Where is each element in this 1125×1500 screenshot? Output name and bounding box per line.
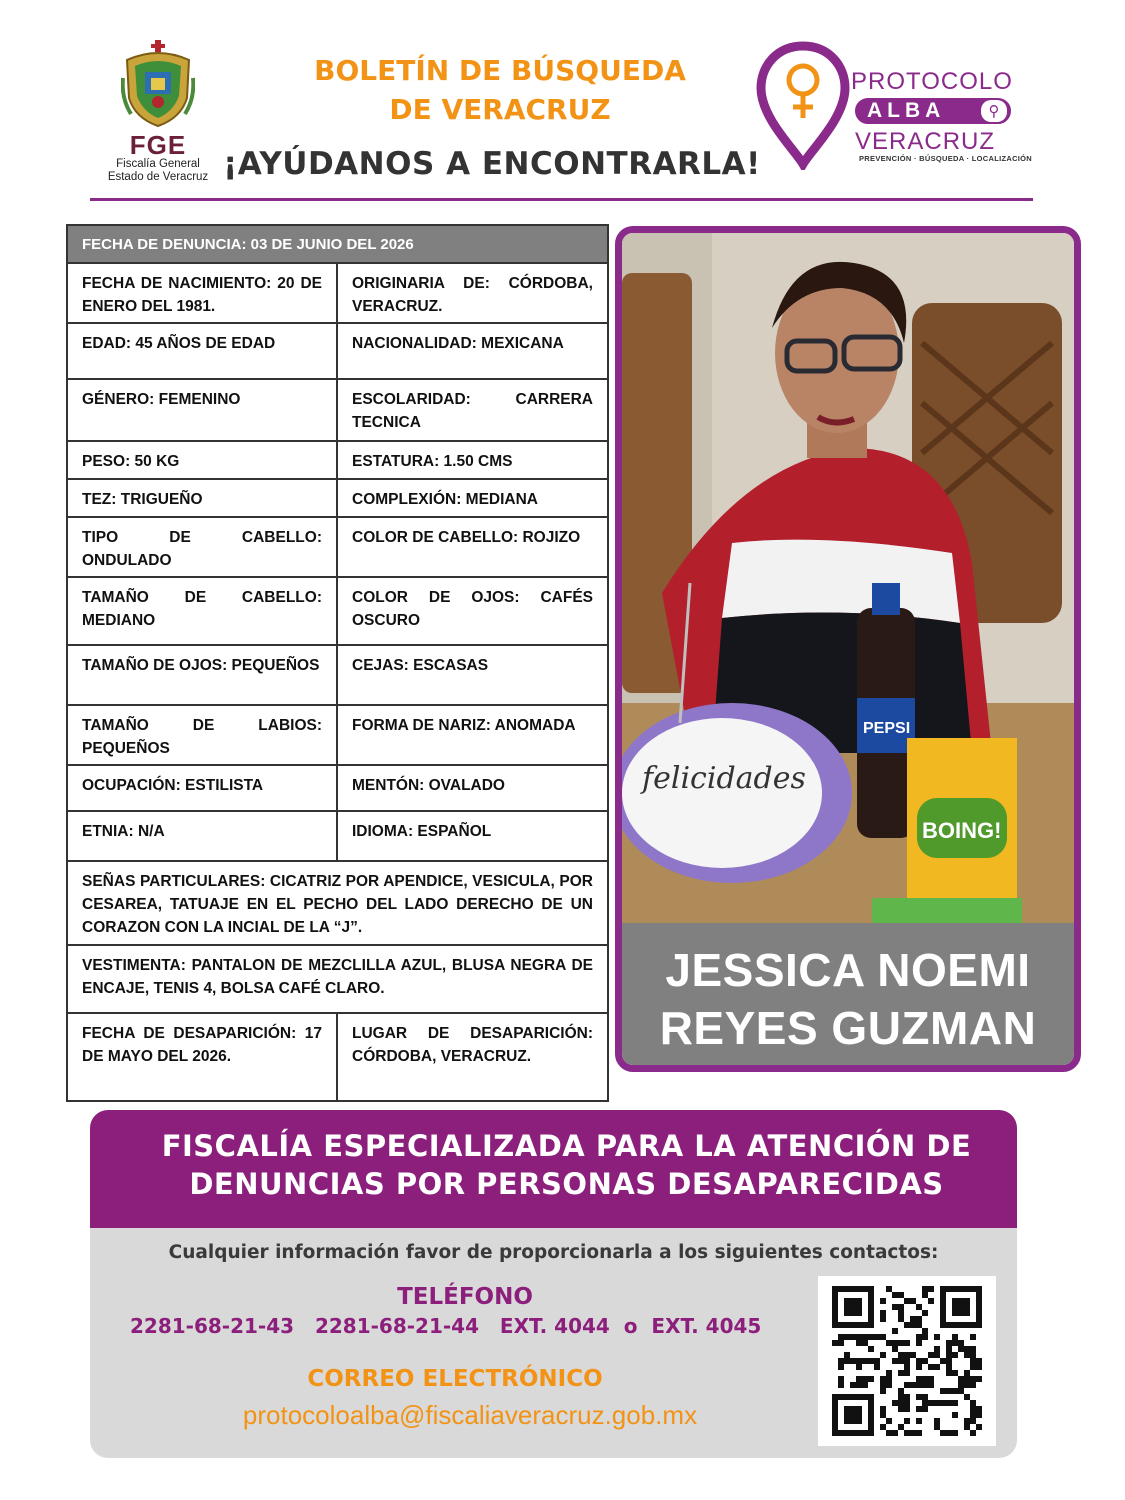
email-label: CORREO ELECTRÓNICO — [307, 1366, 603, 1392]
email-address[interactable]: protocoloalba@fiscaliaveracruz.gob.mx — [242, 1400, 698, 1430]
height: ESTATURA: 1.50 CMS — [337, 441, 608, 479]
photo-illustration — [622, 233, 1074, 923]
disappearance-date: FECHA DE DESAPARICIÓN: 17 DE MAYO DEL 2026. — [67, 1013, 337, 1101]
hair-color: COLOR DE CABELLO: ROJIZO — [337, 517, 608, 577]
nose-shape: FORMA DE NARIZ: ANOMADA — [337, 705, 608, 765]
eye-size: TAMAÑO DE OJOS: PEQUEÑOS — [67, 645, 337, 705]
place-of-origin: ORIGINARIA DE: CÓRDOBA, VERACRUZ. — [337, 263, 608, 323]
bottle-label: PEPSI — [863, 720, 911, 737]
name-line1: JESSICA NOEMI — [665, 944, 1031, 996]
fge-name-line2: Estado de Veracruz — [107, 171, 209, 183]
phone-label: TELÉFONO — [397, 1284, 533, 1310]
occupation: OCUPACIÓN: ESTILISTA — [67, 765, 337, 811]
clothing: VESTIMENTA: PANTALON DE MEZCLILLA AZUL, BLUSA NEGRA DE ENCAJE, TENIS 4, BOLSA CAFÉ CLARO. — [67, 945, 608, 1013]
qr-code-icon[interactable] — [818, 1276, 996, 1446]
nationality: NACIONALIDAD: MEXICANA — [337, 323, 608, 379]
hair-length: TAMAÑO DE CABELLO: MEDIANO — [67, 577, 337, 645]
alba-tagline: PREVENCIÓN · BÚSQUEDA · LOCALIZACIÓN — [859, 154, 1033, 163]
contact-panel — [90, 1228, 1017, 1458]
alba-word-protocolo: PROTOCOLO — [851, 68, 1013, 95]
agency-line2: DENUNCIAS POR PERSONAS DESAPARECIDAS — [189, 1167, 944, 1201]
lip-size: TAMAÑO DE LABIOS: PEQUEÑOS — [67, 705, 337, 765]
language: IDIOMA: ESPAÑOL — [337, 811, 608, 861]
eye-color: COLOR DE OJOS: CAFÉS OSCURO — [337, 577, 608, 645]
alba-word-alba: ALBA — [867, 99, 946, 122]
disappearance-place: LUGAR DE DESAPARICIÓN: CÓRDOBA, VERACRUZ. — [337, 1013, 608, 1101]
build: COMPLEXIÓN: MEDIANA — [337, 479, 608, 517]
missing-person-name — [622, 923, 1074, 1065]
map-pin-female-icon — [755, 40, 851, 170]
missing-person-card — [615, 226, 1081, 1072]
agency-line1: FISCALÍA ESPECIALIZADA PARA LA ATENCIÓN DE — [161, 1129, 972, 1163]
header-divider — [90, 198, 1033, 201]
birth-date: FECHA DE NACIMIENTO: 20 DE ENERO DEL 1981. — [67, 263, 337, 323]
help-us-find-her-title: ¡AYÚDANOS A ENCONTRARLA! — [223, 146, 761, 182]
protocolo-alba-logo — [755, 40, 1033, 170]
agency-banner — [90, 1110, 1017, 1228]
search-icon: ⚲ — [981, 100, 1007, 122]
qr-code-graphic — [818, 1276, 996, 1446]
bulletin-title-line2: DE VERACRUZ — [389, 93, 611, 126]
eyebrows: CEJAS: ESCASAS — [337, 645, 608, 705]
particular-signs: SEÑAS PARTICULARES: CICATRIZ POR APENDICE, VESICULA, POR CESAREA, TATUAJE EN EL PECHO DEL LADO DERECHO DE UN CORAZON CON LA INCIAL DE LA “J”. — [67, 861, 608, 945]
alba-word-veracruz: VERACRUZ — [855, 128, 996, 155]
hair-type: TIPO DE CABELLO: ONDULADO — [67, 517, 337, 577]
weight: PESO: 50 KG — [67, 441, 337, 479]
bulletin-title-line1: BOLETÍN DE BÚSQUEDA — [314, 54, 686, 87]
phone-numbers[interactable]: 2281-68-21-43 2281-68-21-44 EXT. 4044 o EXT. 4045 — [130, 1314, 762, 1338]
chin: MENTÓN: OVALADO — [337, 765, 608, 811]
schooling: ESCOLARIDAD: CARRERA TECNICA — [337, 379, 608, 441]
ethnicity: ETNIA: N/A — [67, 811, 337, 861]
fge-name-line1: Fiscalía General — [116, 158, 200, 170]
report-date: FECHA DE DENUNCIA: 03 DE JUNIO DEL 2026 — [67, 225, 608, 263]
fge-logo — [98, 38, 218, 188]
name-line2: REYES GUZMAN — [659, 1002, 1037, 1054]
skin-tone: TEZ: TRIGUEÑO — [67, 479, 337, 517]
fge-acronym: FGE — [129, 130, 187, 160]
contact-intro: Cualquier información favor de proporcionarla a los siguientes contactos: — [168, 1242, 939, 1263]
gender: GÉNERO: FEMENINO — [67, 379, 337, 441]
veracruz-coat-of-arms-icon — [121, 38, 195, 130]
person-data-table — [66, 224, 609, 1102]
cake-text: felicidades — [642, 761, 806, 796]
juice-label: BOING! — [922, 818, 1002, 843]
age: EDAD: 45 AÑOS DE EDAD — [67, 323, 337, 379]
missing-person-photo — [622, 233, 1074, 923]
